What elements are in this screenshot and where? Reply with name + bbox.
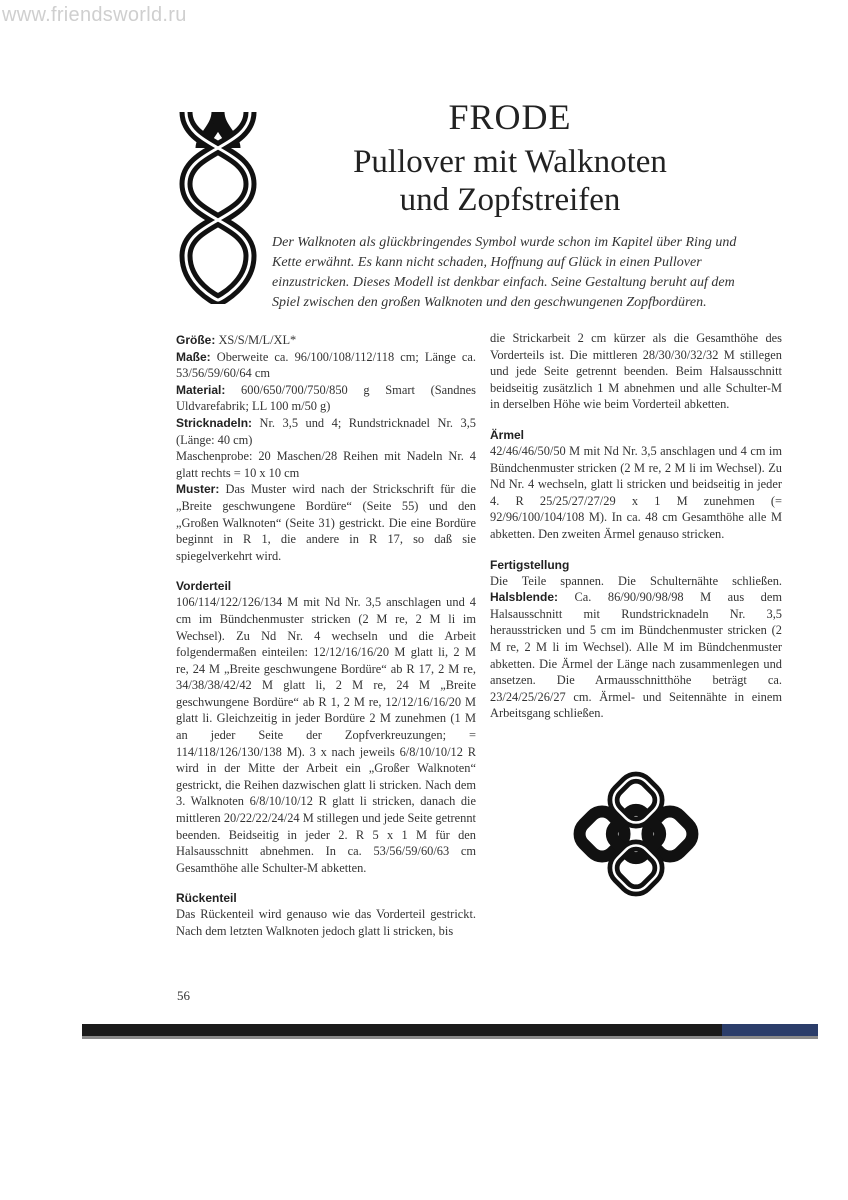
subtitle-line-2: und Zopfstreifen: [399, 182, 621, 218]
page-edge-shadow: [82, 1036, 818, 1039]
spec-measure: [176, 349, 476, 382]
spec-measure-value: Oberweite ca. 96/100/108/112/118 cm; Länge ca. 53/56/59/60/64 cm: [176, 349, 476, 381]
spec-pattern-label: Muster:: [176, 482, 220, 497]
page-number: 56: [177, 988, 190, 1003]
sleeves-text: 42/46/46/50/50 M mit Nd Nr. 3,5 anschlagen und 4 cm im Bündchenmuster stricken (2 M re, 2 M li im Wechsel). Zu Nd Nr. 4 wechseln, glatt li stricken und beidseitig in jeder 4. R 25/25/27/27/29 x 1 M zunehmen (= 92/96/100/104/108 M). In ca. 48 cm Gesamthöhe alle M abketten. Den zweiten Ärmel genauso stricken.: [490, 443, 782, 541]
spec-pattern: [176, 481, 476, 564]
spec-needles-label: Stricknadeln:: [176, 415, 253, 430]
spec-needles: [176, 415, 476, 448]
spec-material: [176, 382, 476, 415]
neckband-label: Halsblende:: [490, 590, 559, 605]
back-text-end: die Strickarbeit 2 cm kürzer als die Gesamthöhe des Vorderteils ist. Die mittleren 28/30/30/32/32 M stillegen und jede Seite getrennt beenden. Beim Halsausschnitt beidseitig zusätzlich 1 M abnehmen und alle Schulter-M in derselben Höhe wie beim Vorderteil abketten.: [490, 331, 782, 412]
finishing-text-a: Die Teile spannen. Die Schulternähte schließen.: [490, 573, 782, 588]
spec-size-value: XS/S/M/L/XL*: [218, 333, 297, 347]
back-heading: Rückenteil: [176, 891, 237, 906]
finishing-heading: Fertigstellung: [490, 557, 570, 572]
page-edge-accent: [722, 1024, 818, 1036]
spec-material-value: 600/650/700/750/850 g Smart (Sandnes Uldvarefabrik; LL 100 m/50 g): [176, 382, 476, 414]
spec-size: [176, 332, 476, 349]
finishing-text: [490, 573, 782, 722]
page-edge-bar: [82, 1024, 818, 1036]
spec-measure-label: Maße:: [176, 349, 211, 364]
celtic-braid-illustration: [172, 108, 264, 304]
spec-needles-value: Nr. 3,5 und 4; Rundstricknadel Nr. 3,5 (Länge: 40 cm): [176, 415, 476, 447]
spec-pattern-value: Das Muster wird nach der Strickschrift für die „Breite geschwungene Bordüre“ (Seite 55) und den „Großen Walknoten“ (Seite 31) gestrickt. Die eine Bordüre beginnt in R 1, die andere in R 17, so daß sie spiegelverkehrt wird.: [176, 482, 476, 563]
sleeves-heading: Ärmel: [490, 427, 525, 442]
finishing-text-b: Ca. 86/90/90/98/98 M aus dem Halsausschnitt mit Rundstricknadeln Nr. 3,5 herausstricken und 5 cm im Bündchenmuster stricken (2 M re, 2 M li im Wechsel). Alle M im Bündchenmuster abketten. Die Ärmel der Länge nach zusammenlegen und ansetzen. Die Armausschnitthöhe beträgt ca. 23/24/25/26/27 cm. Ärmel- und Seitennähte in einem Arbeitsgang schließen.: [490, 590, 782, 721]
spec-size-label: Größe:: [176, 333, 216, 347]
back-text-start: Das Rückenteil wird genauso wie das Vorderteil gestrickt. Nach dem letzten Walknoten jedoch glatt li stricken, bis: [176, 907, 476, 938]
left-column: [176, 332, 476, 940]
watermark-text: www.friendsworld.ru: [2, 4, 187, 26]
front-text: 106/114/122/126/134 M mit Nd Nr. 3,5 anschlagen und 4 cm im Bündchenmuster stricken (2 M re, 2 M li im Wechsel). Zu Nd Nr. 4 wechseln und die Arbeit folgendermaßen einteilen: 12/12/16/16/20 M glatt li, 2 M re, 24 M „Breite geschwungene Bordüre“ ab R 17, 2 M re, 34/38/38/42/42 M glatt li, 2 M re, 24 M „Breite geschwungene Bordüre“ ab R 1, 2 M re, 12/12/16/16/20 M glatt li. Gleichzeitig in jeder Bordüre 2 M zunehmen (1 M an jeder Seite der Zopfverkreuzungen; = 114/118/126/130/138 M). 3 x nach jeweils 6/8/10/10/12 R wird in der Mitte der Arbeit ein „Großer Walknoten“ gestrickt, die Reihen dazwischen glatt li stricken. Nach dem 3. Walknoten 6/8/10/10/12 R glatt li stricken, danach die mittleren 20/22/22/24/24 M stillegen und jede Seite getrennt beenden. Beidseitig in jeder 2. R 5 x 1 M für den Halsausschnitt abnehmen. In ca. 53/56/59/60/63 cm Gesamthöhe alle Schulter-M abketten.: [176, 595, 476, 875]
walknot-symbol-illustration: [572, 770, 700, 898]
spec-gauge: Maschenprobe: 20 Maschen/28 Reihen mit Nadeln Nr. 4 glatt rechts = 10 x 10 cm: [176, 449, 476, 480]
front-heading: Vorderteil: [176, 579, 232, 594]
right-column: [490, 330, 782, 722]
page-subtitle: [300, 143, 720, 219]
subtitle-line-1: Pullover mit Walknoten: [353, 144, 667, 180]
page-title: FRODE: [448, 97, 572, 137]
spec-material-label: Material:: [176, 382, 226, 397]
intro-paragraph: Der Walknoten als glückbringendes Symbol wurde schon im Kapitel über Ring und Kette erwähnt. Es kann nicht schaden, Hoffnung auf Glück in einen Pullover einzustricken. Dieses Modell ist denkbar einfach. Seine Gestaltung beruht auf dem Spiel zwischen den großen Walknoten und den geschwungenen Zopfbordüren.: [272, 235, 737, 310]
